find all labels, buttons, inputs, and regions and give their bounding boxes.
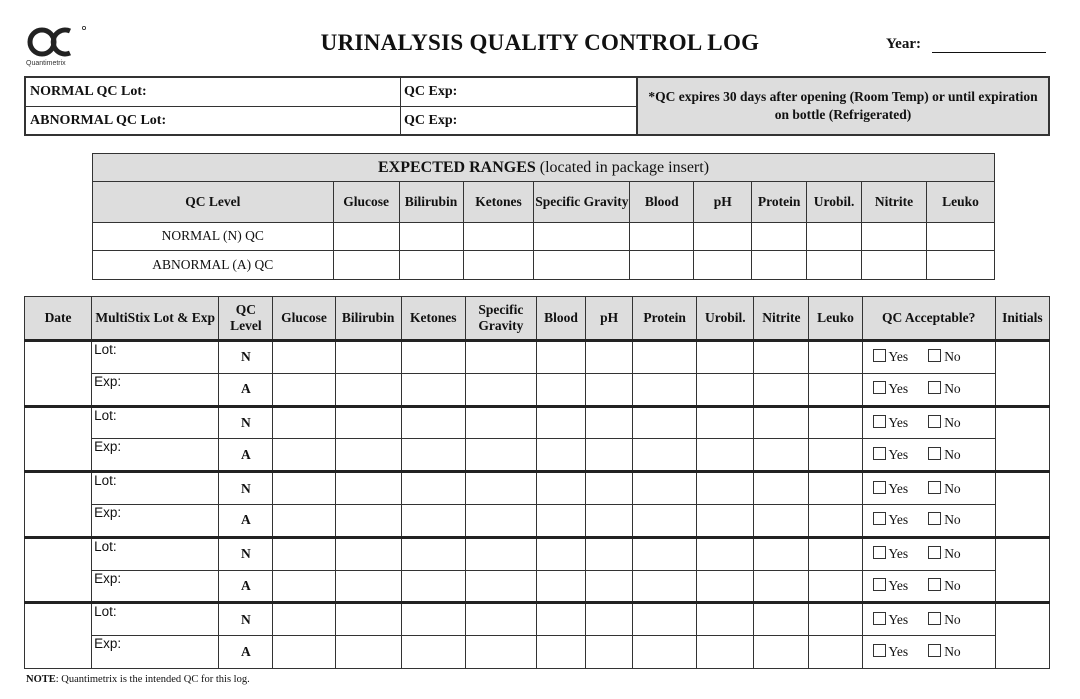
result-cell[interactable] [273,406,335,439]
checkbox-icon [928,644,941,657]
no-checkbox[interactable] [928,381,944,396]
result-cell[interactable] [809,636,862,669]
table-row [25,603,1050,636]
checkbox-icon [928,512,941,525]
date-cell[interactable] [25,537,92,603]
result-cell[interactable] [586,537,633,570]
range-cell[interactable] [399,250,463,279]
range-cell[interactable] [534,250,630,279]
year-field[interactable] [932,52,1046,53]
yes-checkbox[interactable] [873,612,889,627]
result-cell[interactable] [335,570,401,603]
result-cell[interactable] [697,472,754,505]
result-cell[interactable] [633,504,697,537]
no-label: No [944,446,961,462]
yes-label: Yes [888,480,909,496]
result-cell[interactable] [335,406,401,439]
table-row [25,570,1050,603]
result-cell[interactable] [633,406,697,439]
yes-label: Yes [888,644,909,660]
range-cell[interactable] [534,222,630,250]
result-cell[interactable] [586,439,633,472]
table-row [25,439,1050,472]
result-cell[interactable] [273,603,335,636]
test-col-header: Urobil. [697,297,754,341]
result-cell[interactable] [401,603,465,636]
no-label: No [944,644,961,660]
qc-acceptable-cell [862,636,995,669]
range-col-header: Ketones [463,182,534,222]
footer-note: NOTE: Quantimetrix is the intended QC for this log. [26,674,250,685]
lot-cell[interactable]: Lot: [92,537,219,570]
checkbox-icon [873,447,886,460]
result-cell[interactable] [465,570,536,603]
result-cell[interactable] [536,406,585,439]
result-cell[interactable] [754,537,809,570]
qc-acceptable-cell [862,373,995,406]
yes-checkbox[interactable] [873,381,889,396]
no-checkbox[interactable] [928,578,944,593]
checkbox-icon [873,612,886,625]
result-cell[interactable] [633,570,697,603]
result-cell[interactable] [335,603,401,636]
no-checkbox[interactable] [928,644,944,659]
result-cell[interactable] [465,406,536,439]
result-cell[interactable] [809,537,862,570]
result-cell[interactable] [697,504,754,537]
result-cell[interactable] [536,603,585,636]
checkbox-icon [928,481,941,494]
range-row-label: ABNORMAL (A) QC [93,250,334,279]
result-cell[interactable] [633,636,697,669]
test-col-header: Ketones [401,297,465,341]
range-cell[interactable] [927,250,995,279]
result-cell[interactable] [465,341,536,374]
result-cell[interactable] [465,373,536,406]
result-cell[interactable] [536,537,585,570]
qc-acceptable-cell [862,504,995,537]
qc-level-cell: N [219,603,273,636]
yes-label: Yes [888,577,909,593]
no-checkbox[interactable] [928,546,944,561]
result-cell[interactable] [335,373,401,406]
initials-cell[interactable] [995,603,1049,669]
range-col-header: Leuko [927,182,995,222]
table-row [25,373,1050,406]
result-cell[interactable] [335,504,401,537]
result-cell[interactable] [536,570,585,603]
result-cell[interactable] [401,504,465,537]
checkbox-icon [873,512,886,525]
result-cell[interactable] [335,341,401,374]
result-cell[interactable] [401,636,465,669]
yes-label: Yes [888,512,909,528]
date-cell[interactable] [25,406,92,472]
result-cell[interactable] [809,472,862,505]
qc-acceptable-header: QC Acceptable? [862,297,995,341]
qc-level-header: QC Level [219,297,273,341]
result-cell[interactable] [697,570,754,603]
result-cell[interactable] [809,406,862,439]
test-col-header: Bilirubin [335,297,401,341]
qc-acceptable-cell [862,472,995,505]
range-cell[interactable] [399,222,463,250]
result-cell[interactable] [697,603,754,636]
no-label: No [944,512,961,528]
exp-cell[interactable]: Exp: [92,636,219,669]
range-col-header: Blood [630,182,694,222]
normal-exp-field[interactable] [400,78,636,107]
qc-level-cell: A [219,636,273,669]
qc-acceptable-cell [862,406,995,439]
result-cell[interactable] [754,341,809,374]
result-cell[interactable] [536,341,585,374]
exp-cell[interactable]: Exp: [92,570,219,603]
result-cell[interactable] [754,603,809,636]
normal-lot-label: NORMAL QC Lot: [30,84,147,99]
expected-ranges-table [92,153,995,280]
initials-cell[interactable] [995,341,1049,407]
result-cell[interactable] [335,537,401,570]
result-cell[interactable] [754,439,809,472]
qc-acceptable-cell [862,439,995,472]
result-cell[interactable] [401,439,465,472]
yes-checkbox[interactable] [873,546,889,561]
checkbox-icon [928,415,941,428]
result-cell[interactable] [536,504,585,537]
no-label: No [944,577,961,593]
qc-acceptable-cell [862,537,995,570]
range-col-header: Nitrite [862,182,927,222]
initials-cell[interactable] [995,472,1049,538]
result-cell[interactable] [401,472,465,505]
result-cell[interactable] [536,636,585,669]
no-label: No [944,381,961,397]
checkbox-icon [928,546,941,559]
range-cell[interactable] [630,222,694,250]
result-cell[interactable] [697,373,754,406]
expiry-note: *QC expires 30 days after opening (Room Temp) or until expiration on bottle (Refrigerated) [636,78,1048,134]
yes-label: Yes [888,381,909,397]
no-label: No [944,414,961,430]
no-label: No [944,611,961,627]
qc-acceptable-cell [862,570,995,603]
expected-ranges-title: EXPECTED RANGES (located in package insert) [93,154,995,182]
result-cell[interactable] [586,373,633,406]
initials-cell[interactable] [995,537,1049,603]
initials-header: Initials [995,297,1049,341]
qc-level-cell: N [219,406,273,439]
result-cell[interactable] [465,537,536,570]
checkbox-icon [873,381,886,394]
result-cell[interactable] [633,341,697,374]
yes-checkbox[interactable] [873,349,889,364]
result-cell[interactable] [401,537,465,570]
range-col-header: Specific Gravity [534,182,630,222]
abnormal-exp-field[interactable] [400,107,636,135]
yes-checkbox[interactable] [873,644,889,659]
checkbox-icon [873,481,886,494]
result-cell[interactable] [809,570,862,603]
no-checkbox[interactable] [928,481,944,496]
result-cell[interactable] [401,373,465,406]
yes-label: Yes [888,611,909,627]
result-cell[interactable] [754,472,809,505]
test-col-header: pH [586,297,633,341]
range-col-header: Urobil. [807,182,862,222]
lot-cell[interactable]: Lot: [92,406,219,439]
test-col-header: Nitrite [754,297,809,341]
result-cell[interactable] [633,472,697,505]
qc-level-cell: N [219,341,273,374]
range-cell[interactable] [630,250,694,279]
range-cell[interactable] [807,222,862,250]
result-cell[interactable] [273,570,335,603]
range-row-label: NORMAL (N) QC [93,222,334,250]
result-cell[interactable] [465,603,536,636]
result-cell[interactable] [465,636,536,669]
multistix-lot-header: MultiStix Lot & Exp [92,297,219,341]
range-col-header: Protein [752,182,807,222]
yes-label: Yes [888,349,909,365]
range-col-header: Bilirubin [399,182,463,222]
no-label: No [944,349,961,365]
range-col-header: Glucose [333,182,399,222]
result-cell[interactable] [754,636,809,669]
exp-cell[interactable]: Exp: [92,439,219,472]
no-checkbox[interactable] [928,349,944,364]
range-col-header: pH [694,182,752,222]
table-row [25,472,1050,505]
test-col-header: Blood [536,297,585,341]
range-cell[interactable] [862,250,927,279]
result-cell[interactable] [633,439,697,472]
result-cell[interactable] [633,603,697,636]
yes-checkbox[interactable] [873,415,889,430]
no-checkbox[interactable] [928,447,944,462]
year-label: Year: [886,36,921,52]
result-cell[interactable] [809,373,862,406]
no-label: No [944,546,961,562]
date-cell[interactable] [25,603,92,669]
yes-checkbox[interactable] [873,578,889,593]
checkbox-icon [928,578,941,591]
range-cell[interactable] [333,222,399,250]
range-cell[interactable] [807,250,862,279]
checkbox-icon [928,349,941,362]
result-cell[interactable] [335,636,401,669]
result-cell[interactable] [273,504,335,537]
checkbox-icon [928,381,941,394]
result-cell[interactable] [586,603,633,636]
yes-checkbox[interactable] [873,512,889,527]
result-cell[interactable] [273,636,335,669]
range-cell[interactable] [752,250,807,279]
result-cell[interactable] [809,603,862,636]
table-row [25,537,1050,570]
result-cell[interactable] [273,537,335,570]
date-cell[interactable] [25,341,92,407]
page-title: URINALYSIS QUALITY CONTROL LOG [320,30,760,55]
initials-cell[interactable] [995,406,1049,472]
range-cell[interactable] [694,250,752,279]
lot-cell[interactable]: Lot: [92,341,219,374]
yes-checkbox[interactable] [873,481,889,496]
qc-level-cell: A [219,439,273,472]
qc-level-cell: A [219,504,273,537]
abnormal-exp-label: QC Exp: [404,113,458,128]
test-col-header: Leuko [809,297,862,341]
result-cell[interactable] [633,537,697,570]
yes-label: Yes [888,414,909,430]
checkbox-icon [928,612,941,625]
result-cell[interactable] [809,341,862,374]
qc-level-cell: N [219,472,273,505]
qc-level-header: QC Level [93,182,334,222]
result-cell[interactable] [586,636,633,669]
lot-info-box [24,76,1050,136]
test-col-header: Glucose [273,297,335,341]
date-cell[interactable] [25,472,92,538]
result-cell[interactable] [754,570,809,603]
result-cell[interactable] [401,341,465,374]
abnormal-lot-field[interactable] [26,107,401,135]
checkbox-icon [873,578,886,591]
exp-cell[interactable]: Exp: [92,373,219,406]
result-cell[interactable] [586,472,633,505]
result-cell[interactable] [586,504,633,537]
no-checkbox[interactable] [928,512,944,527]
table-row [25,341,1050,374]
range-cell[interactable] [463,250,534,279]
result-cell[interactable] [536,439,585,472]
checkbox-icon [873,415,886,428]
result-cell[interactable] [335,439,401,472]
range-cell[interactable] [694,222,752,250]
result-cell[interactable] [754,406,809,439]
normal-exp-label: QC Exp: [404,84,458,99]
yes-label: Yes [888,546,909,562]
result-cell[interactable] [633,373,697,406]
yes-checkbox[interactable] [873,447,889,462]
qc-acceptable-cell [862,603,995,636]
checkbox-icon [873,546,886,559]
checkbox-icon [873,644,886,657]
result-cell[interactable] [697,341,754,374]
table-row [25,636,1050,669]
abnormal-lot-label: ABNORMAL QC Lot: [30,113,167,128]
date-header: Date [25,297,92,341]
qc-acceptable-cell [862,341,995,374]
lot-cell[interactable]: Lot: [92,603,219,636]
qc-level-cell: A [219,373,273,406]
checkbox-icon [873,349,886,362]
result-cell[interactable] [401,570,465,603]
result-cell[interactable] [697,439,754,472]
no-label: No [944,480,961,496]
result-cell[interactable] [536,472,585,505]
result-cell[interactable] [586,341,633,374]
result-cell[interactable] [465,439,536,472]
table-row [25,406,1050,439]
result-cell[interactable] [697,406,754,439]
exp-cell[interactable]: Exp: [92,504,219,537]
result-cell[interactable] [465,472,536,505]
result-cell[interactable] [273,439,335,472]
yes-label: Yes [888,446,909,462]
range-cell[interactable] [333,250,399,279]
range-cell[interactable] [927,222,995,250]
result-cell[interactable] [273,373,335,406]
result-cell[interactable] [401,406,465,439]
table-row [25,504,1050,537]
qc-log-table [24,296,1050,669]
normal-lot-field[interactable] [26,78,401,107]
result-cell[interactable] [697,537,754,570]
result-cell[interactable] [586,570,633,603]
result-cell[interactable] [586,406,633,439]
qc-level-cell: N [219,537,273,570]
result-cell[interactable] [273,341,335,374]
result-cell[interactable] [754,504,809,537]
range-cell[interactable] [862,222,927,250]
range-cell[interactable] [463,222,534,250]
result-cell[interactable] [536,373,585,406]
result-cell[interactable] [809,439,862,472]
result-cell[interactable] [809,504,862,537]
result-cell[interactable] [754,373,809,406]
range-cell[interactable] [752,222,807,250]
test-col-header: Specific Gravity [465,297,536,341]
lot-cell[interactable]: Lot: [92,472,219,505]
no-checkbox[interactable] [928,612,944,627]
no-checkbox[interactable] [928,415,944,430]
result-cell[interactable] [465,504,536,537]
result-cell[interactable] [697,636,754,669]
result-cell[interactable] [273,472,335,505]
result-cell[interactable] [335,472,401,505]
test-col-header: Protein [633,297,697,341]
logo-text: Quantimetrix [26,60,66,67]
checkbox-icon [928,447,941,460]
qc-level-cell: A [219,570,273,603]
